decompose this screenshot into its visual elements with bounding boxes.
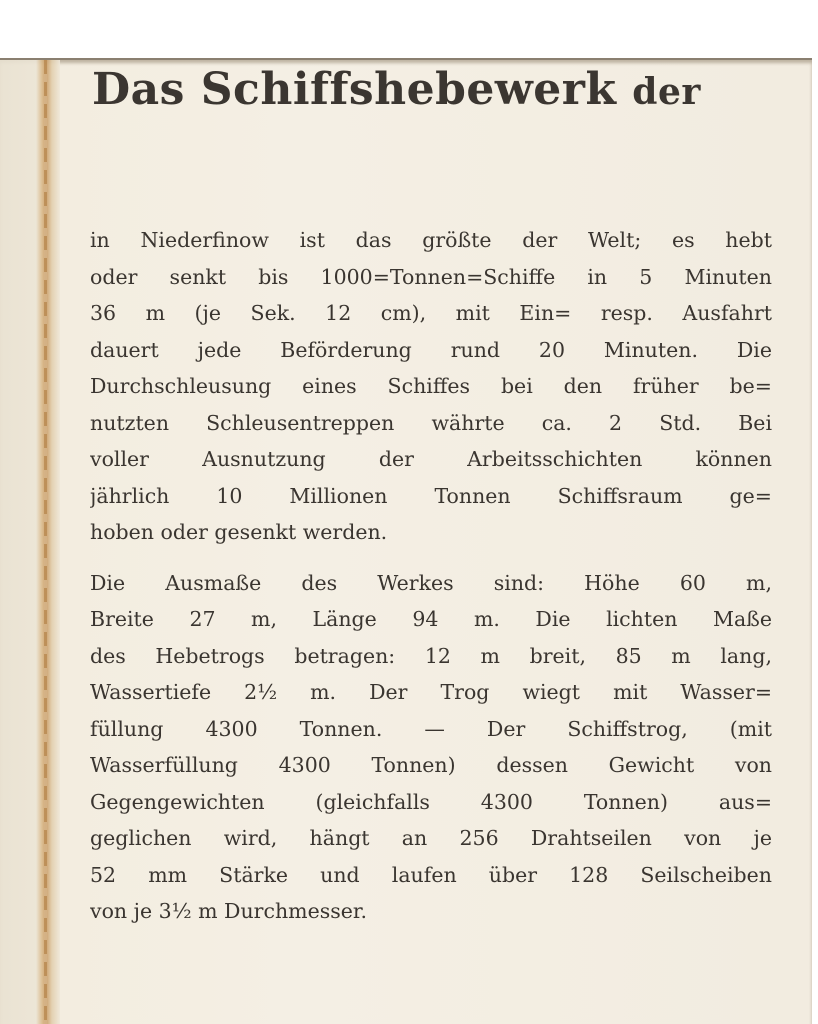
- text-line: Die Ausmaße des Werkes sind: Höhe 60 m,: [90, 570, 772, 595]
- text-line: 52 mm Stärke und laufen über 128 Seilscheiben: [90, 862, 772, 887]
- text-line: nutzten Schleusentreppen währte ca. 2 Std. Bei: [90, 410, 772, 435]
- text-line: Gegengewichten (gleichfalls 4300 Tonnen) aus=: [90, 789, 772, 814]
- text-line: oder senkt bis 1000=Tonnen=Schiffe in 5 Minuten: [90, 264, 772, 289]
- text-line: dauert jede Beförderung rund 20 Minuten. Die: [90, 337, 772, 362]
- text-line: Wassertiefe 2½ m. Der Trog wiegt mit Wasser=: [90, 680, 772, 704]
- binding-stitch-line: [44, 60, 47, 1024]
- text-line: in Niederfinow ist das größte der Welt; es hebt: [90, 228, 772, 252]
- text-line: geglichen wird, hängt an 256 Drahtseilen von je: [90, 826, 772, 850]
- page-title: [92, 64, 701, 115]
- text-line: des Hebetrogs betragen: 12 m breit, 85 m lang,: [90, 643, 772, 668]
- text-line: Wasserfüllung 4300 Tonnen) dessen Gewicht von: [90, 753, 772, 777]
- body-text: [90, 222, 772, 944]
- page-binding-edge: [0, 60, 60, 1024]
- text-line: füllung 4300 Tonnen. — Der Schiffstrog, (mit: [90, 716, 772, 741]
- text-line: Breite 27 m, Länge 94 m. Die lichten Maße: [90, 607, 772, 631]
- paragraph-1: [90, 222, 772, 551]
- text-line: hoben oder gesenkt werden.: [90, 520, 388, 544]
- title-main: Das Schiffshebewerk: [92, 64, 617, 115]
- text-line: jährlich 10 Millionen Tonnen Schiffsraum ge=: [90, 483, 772, 508]
- title-suffix: der: [632, 71, 701, 113]
- text-line: 36 m (je Sek. 12 cm), mit Ein= resp. Ausfahrt: [90, 301, 772, 325]
- paragraph-2: [90, 565, 772, 930]
- text-line: Durchschleusung eines Schiffes bei den früher be=: [90, 374, 772, 398]
- text-line: von je 3½ m Durchmesser.: [90, 899, 367, 923]
- text-line: voller Ausnutzung der Arbeitsschichten können: [90, 447, 772, 471]
